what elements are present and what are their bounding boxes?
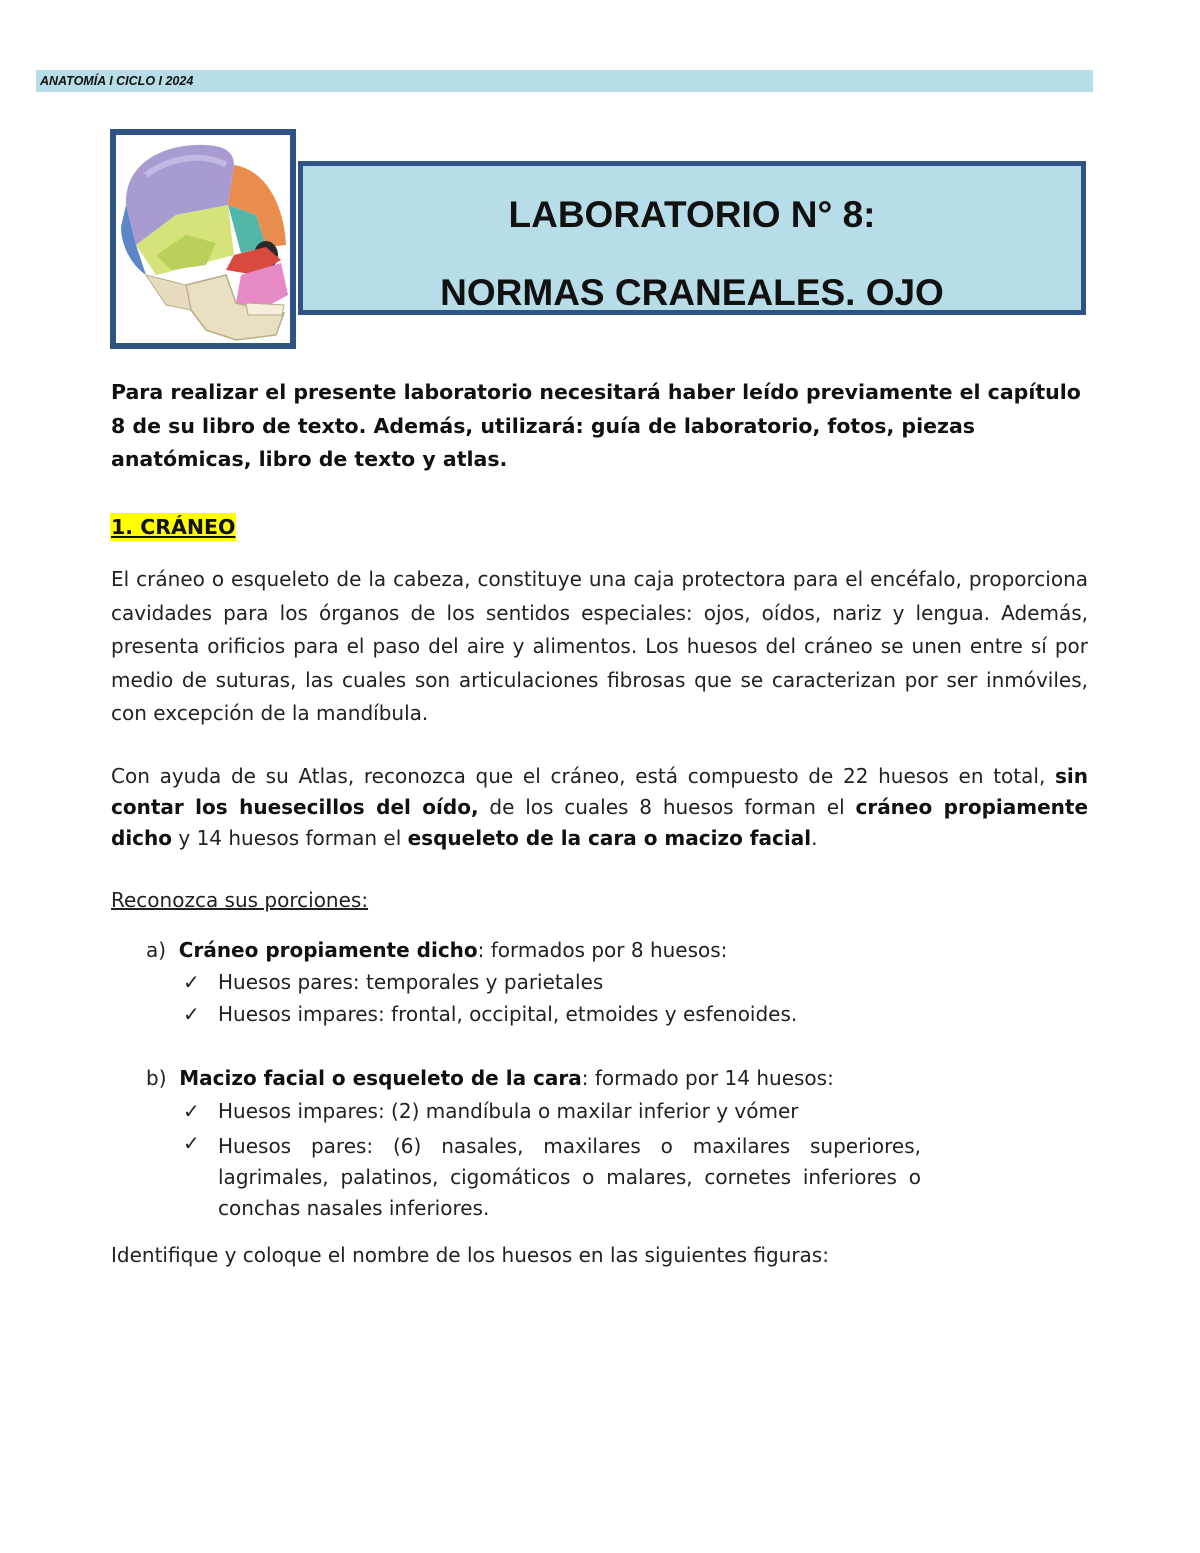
final-instruction: Identifique y coloque el nombre de los huesos en las siguientes figuras: (111, 1243, 829, 1267)
intro-paragraph: Para realizar el presente laboratorio necesitará haber leído previamente el capítulo 8 de su libro de texto. Además, utilizará: guía de laboratorio, fotos, piezas anatómicas, libro de texto y atlas. (111, 380, 1081, 471)
section-heading-craneo: 1. CRÁNEO (111, 515, 236, 539)
check-icon: ✓ (183, 970, 200, 994)
skull-illustration (110, 129, 296, 349)
list-item-b-bold: Macizo facial o esqueleto de la cara (179, 1066, 582, 1090)
list-item-b-rest: : formado por 14 huesos: (581, 1066, 834, 1090)
p2-bold-2: cráneo propiamente dicho (111, 795, 1089, 850)
header-label: ANATOMÍA I CICLO I 2024 (40, 74, 194, 88)
paragraph-craneo-composition (111, 761, 1088, 854)
skull-icon (116, 135, 290, 343)
check-icon: ✓ (183, 1099, 200, 1123)
p2-text-1: Con ayuda de su Atlas, reconozca que el cráneo, está compuesto de 22 huesos en total, (111, 764, 1046, 788)
p2-bold-1: sin contar los huesecillos del oído, (111, 764, 1088, 819)
lab-title-box (298, 161, 1086, 315)
header-strip (36, 70, 1093, 92)
check-item-b-1: Huesos impares: (2) mandíbula o maxilar inferior y vómer (218, 1099, 799, 1123)
check-item-a-2: Huesos impares: frontal, occipital, etmoides y esfenoides. (218, 1002, 798, 1026)
list-marker-b: b) (146, 1066, 167, 1090)
list-marker-a: a) (146, 938, 167, 962)
title-line-2: NORMAS CRANEALES. OJO (440, 272, 944, 313)
porciones-label: Reconozca sus porciones: (111, 888, 369, 912)
check-item-b-2: Huesos pares: (6) nasales, maxilares o maxilares superiores, lagrimales, palatinos, cigomáticos o malares, cornetes inferiores o conchas nasales inferiores. (218, 1134, 921, 1220)
p2-text-2: de los cuales 8 huesos forman el (489, 795, 845, 819)
list-item-a-rest: : formados por 8 huesos: (477, 938, 728, 962)
p2-text-4: . (811, 826, 818, 850)
p2-bold-3: esqueleto de la cara o macizo facial (407, 826, 812, 850)
paragraph-craneo-description: El cráneo o esqueleto de la cabeza, constituye una caja protectora para el encéfalo, proporciona cavidades para los órganos de los sentidos especiales: ojos, oídos, nariz y lengua. Además, presenta orificios para el paso del aire y alimentos. Los huesos del cráneo se unen entre sí por medio de suturas, las cuales son articulaciones fibrosas que se caracterizan por ser inmóviles, con excepción de la mandíbula. (111, 567, 1088, 725)
list-item-b (146, 1066, 834, 1090)
check-icon: ✓ (183, 1002, 200, 1026)
check-icon: ✓ (183, 1131, 200, 1155)
p2-text-3: y 14 huesos forman el (178, 826, 402, 850)
list-item-a-bold: Cráneo propiamente dicho (178, 938, 478, 962)
title-line-1: LABORATORIO N° 8: (508, 194, 876, 235)
list-item-a (146, 938, 727, 962)
check-item-a-1: Huesos pares: temporales y parietales (218, 970, 604, 994)
